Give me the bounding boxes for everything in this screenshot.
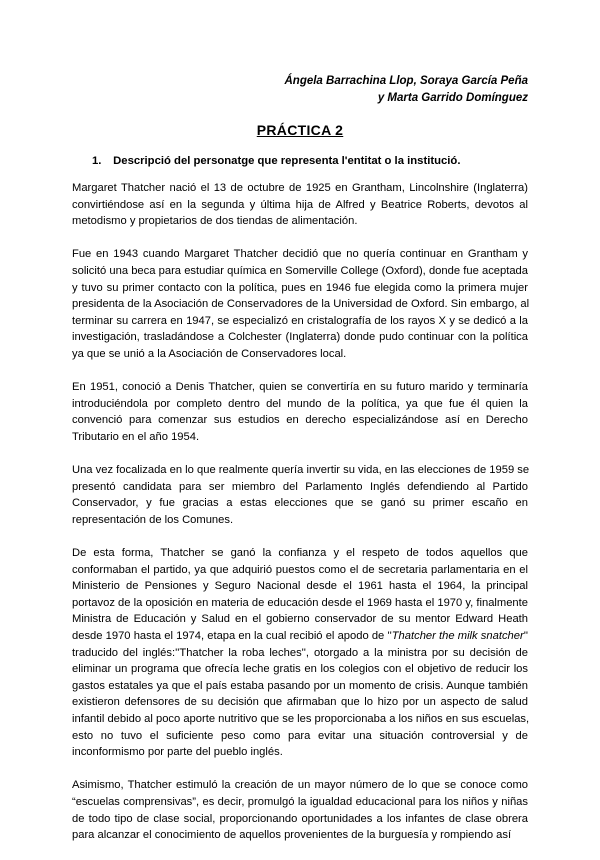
paragraph-line: desde 1970 hasta el 1974, etapa en la cual recibió el apodo de ''Thatcher the milk snatcher'' xyxy=(72,630,528,643)
paragraph-line: “escuelas comprensivas”, es decir, promulgó la igualdad educacional para los niños y niñas xyxy=(72,795,528,808)
paragraph-line: En 1951, conoció a Denis Thatcher, quien se convertiría en su futuro marido y terminaría xyxy=(72,381,528,394)
paragraph-line: eliminar un programa que ofrecía leche gratis en los colegios con el objetivo de reducir los xyxy=(72,663,528,676)
section-heading xyxy=(92,153,460,170)
paragraph-line: convenció para comenzar sus estudios en derecho especializándose así en Derecho xyxy=(72,414,528,427)
paragraph-line: esto no tuvo el suficiente peso como para evitar una situación controversial y de xyxy=(72,729,528,742)
paragraph-line: solicitó una beca para estudiar química en Somerville College (Oxford), donde fue aceptada xyxy=(72,264,528,277)
page-title: PRÁCTICA 2 xyxy=(256,122,344,138)
section-heading-text: Descripció del personatge que representa l'entitat o la institució. xyxy=(113,155,461,167)
paragraph-line: presidenta de la Asociación de Conservadores de la Universidad de Oxford. Sin embargo, al xyxy=(72,298,530,311)
paragraph-line: Asimismo, Thatcher estimuló la creación de un mayor número de lo que se conoce como xyxy=(72,779,528,792)
authors-line-1: Ángela Barrachina Llop, Soraya García Peña xyxy=(284,75,528,87)
document-body xyxy=(72,180,528,860)
paragraph xyxy=(72,777,528,843)
paragraph-line: presentó candidata para ser miembro del Parlamento Inglés defendiendo al Partido xyxy=(72,480,528,493)
paragraph xyxy=(72,180,528,230)
paragraph-line: terminar su carrera en 1947, se especializó en cristalografía de los rayos X y se dedicó a la xyxy=(72,314,528,327)
paragraph-line: gastos estatales ya que el país estaba pasando por un momento de crisis. Aunque también xyxy=(72,679,528,692)
paragraph-line: metodismo y propietarios de dos tiendas de alimentación. xyxy=(72,215,358,228)
paragraph-line: de todo tipo de clase social, proporcionando oportunidades a los infantes de clase obrera xyxy=(72,812,528,825)
paragraph-line: para alcanzar el conocimiento de aquellos provenientes de la burguesía y rompiendo así xyxy=(72,829,512,842)
paragraph-line: y tuvo su primer contacto con la política, pues en 1946 fue elegida como la primera mujer xyxy=(72,281,528,294)
paragraph-line: De esta forma, Thatcher se ganó la confianza y el respeto de todos aquellos que xyxy=(72,547,528,560)
paragraph-line: Una vez focalizada en lo que realmente quería invertir su vida, en las elecciones de 1959 se xyxy=(72,464,530,477)
paragraph xyxy=(72,379,528,445)
paragraph-line: Fue en 1943 cuando Margaret Thatcher decidió que no quería continuar en Grantham y xyxy=(72,248,528,261)
paragraph xyxy=(72,246,528,362)
paragraph-line: Tributario en el año 1954. xyxy=(72,430,200,443)
paragraph-line: investigación, trasladándose a Colchester (Inglaterra) donde pudo continuar con la política xyxy=(72,331,528,344)
paragraph-line: Ministerio de Pensiones y Seguro Nacional desde el 1961 hasta el 1964, la principal xyxy=(72,580,528,593)
paragraph-line: Ministra de Educación y Salud en el gobierno conservador de su mentor Edward Heath xyxy=(72,613,528,626)
paragraph-line: traducido del inglés:''Thatcher la roba leches'', otorgado a la ministra por su decisión de xyxy=(72,646,528,659)
paragraph-line: inconformismo por parte del pueblo inglés. xyxy=(72,746,283,759)
paragraph-line: conformaban el partido, ya que adquirió puestos como el de secretaria parlamentaria en el xyxy=(72,563,528,576)
paragraph-line: portavoz de la oposición en materia de educación desde el 1969 hasta el 1970 y, finalmente xyxy=(72,596,528,609)
paragraph-line: existieron defensores de su decisión que afirmaban que lo hizo por un aspecto de salud xyxy=(72,696,528,709)
paragraph-line: convirtiéndose así en la segunda y última hija de Alfred y Beatrice Roberts, devotos al xyxy=(72,198,528,211)
paragraph-line: infantil debido al poco aporte nutritivo que se les proporcionaba a los niños en sus escuelas, xyxy=(72,713,530,725)
paragraph-line: Margaret Thatcher nació el 13 de octubre de 1925 en Grantham, Lincolnshire (Inglaterra) xyxy=(72,182,528,194)
authors-block xyxy=(284,73,528,107)
paragraph xyxy=(72,545,528,761)
section-number: 1. xyxy=(92,155,102,167)
paragraph-line: representación de los Comunes. xyxy=(72,513,234,526)
authors-line-2: y Marta Garrido Domínguez xyxy=(377,92,528,104)
paragraph-line: introduciéndola por completo dentro del mundo de la política, ya que fue él quien la xyxy=(72,397,528,410)
paragraph-line: Conservador, y fue gracias a estas elecciones que se ganó su primer escaño en xyxy=(72,497,528,510)
paragraph-line: ya que se unió a la Asociación de Conservadores local. xyxy=(72,347,347,360)
paragraph xyxy=(72,462,528,528)
